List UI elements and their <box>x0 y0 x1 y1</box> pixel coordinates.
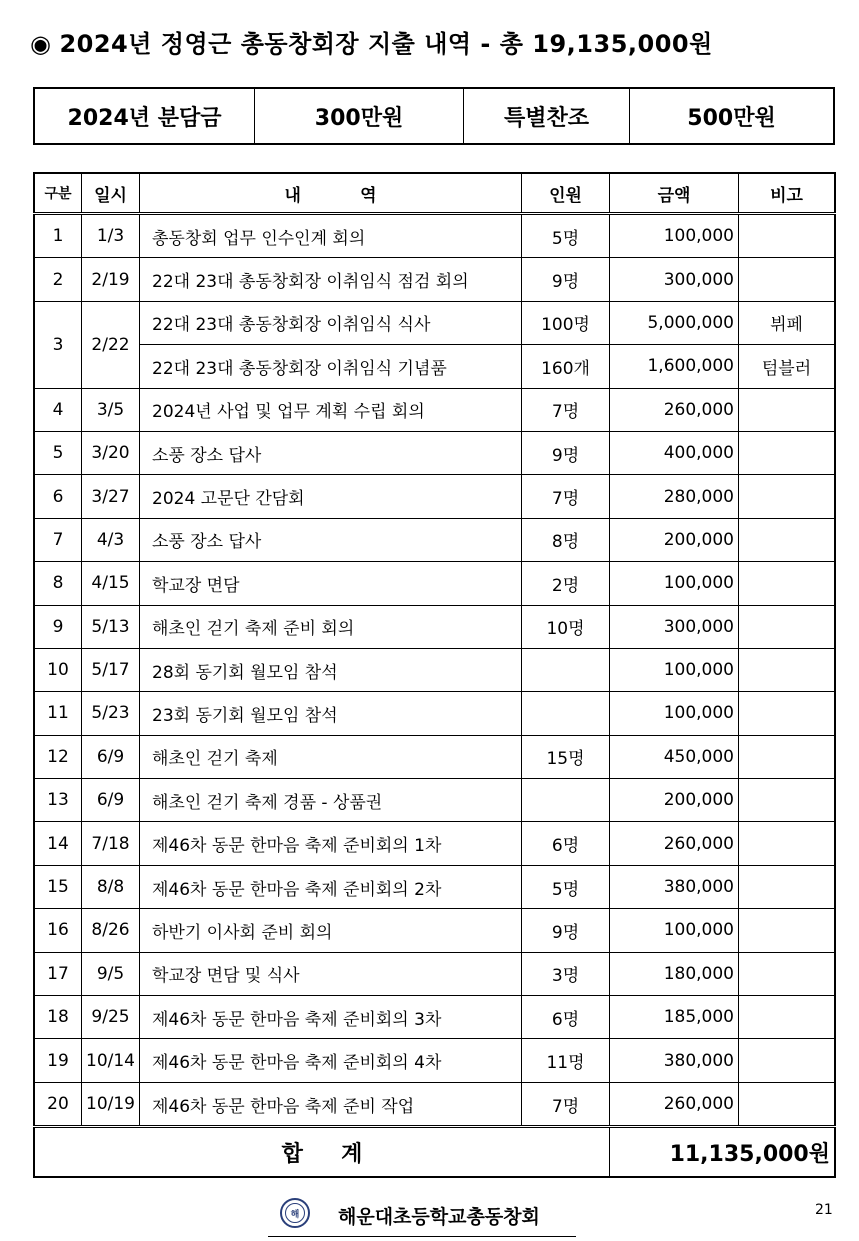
cell-note <box>739 648 836 691</box>
cell-date: 8/8 <box>82 865 140 908</box>
cell-no: 15 <box>34 865 82 908</box>
cell-desc: 해초인 걷기 축제 경품 - 상품권 <box>140 779 522 822</box>
cell-no: 18 <box>34 996 82 1039</box>
page-title <box>30 24 713 59</box>
table-row <box>34 518 835 561</box>
cell-note <box>739 865 836 908</box>
table-row <box>34 301 835 344</box>
cell-note <box>739 518 836 561</box>
cell-amount: 380,000 <box>610 865 739 908</box>
summary-label-contribution: 2024년 분담금 <box>34 88 255 144</box>
table-row <box>34 865 835 908</box>
cell-no: 11 <box>34 692 82 735</box>
summary-label-special: 특별찬조 <box>464 88 630 144</box>
table-row <box>34 952 835 995</box>
cell-note <box>739 258 836 301</box>
cell-desc: 23회 동기회 월모임 참석 <box>140 692 522 735</box>
table-row <box>34 822 835 865</box>
cell-note <box>739 692 836 735</box>
cell-date: 6/9 <box>82 779 140 822</box>
table-row <box>34 648 835 691</box>
cell-amount: 5,000,000 <box>610 301 739 344</box>
cell-people: 9명 <box>522 258 610 301</box>
cell-people: 9명 <box>522 909 610 952</box>
logo-mark: 해 <box>285 1203 305 1223</box>
cell-desc: 22대 23대 총동창회장 이취임식 식사 <box>140 301 522 344</box>
cell-note <box>739 562 836 605</box>
cell-desc: 제46차 동문 한마음 축제 준비 작업 <box>140 1082 522 1126</box>
summary-value-contribution: 300만원 <box>255 88 464 144</box>
cell-no: 16 <box>34 909 82 952</box>
table-row <box>34 996 835 1039</box>
cell-no: 7 <box>34 518 82 561</box>
header-no: 구분 <box>34 173 82 214</box>
table-row <box>34 1082 835 1126</box>
header-desc: 내 역 <box>140 173 522 214</box>
cell-people <box>522 692 610 735</box>
table-row <box>34 214 835 258</box>
cell-date: 1/3 <box>82 214 140 258</box>
cell-amount: 100,000 <box>610 909 739 952</box>
cell-no: 4 <box>34 388 82 431</box>
cell-people: 3명 <box>522 952 610 995</box>
header-note: 비고 <box>739 173 836 214</box>
cell-amount: 380,000 <box>610 1039 739 1082</box>
cell-desc: 해초인 걷기 축제 준비 회의 <box>140 605 522 648</box>
table-row <box>34 258 835 301</box>
table-row <box>34 431 835 474</box>
cell-desc: 하반기 이사회 준비 회의 <box>140 909 522 952</box>
cell-desc: 28회 동기회 월모임 참석 <box>140 648 522 691</box>
cell-people: 7명 <box>522 475 610 518</box>
bullet-icon: ◉ <box>30 30 52 58</box>
cell-no: 17 <box>34 952 82 995</box>
cell-no: 1 <box>34 214 82 258</box>
cell-desc: 학교장 면담 및 식사 <box>140 952 522 995</box>
cell-amount: 450,000 <box>610 735 739 778</box>
table-row <box>34 909 835 952</box>
cell-date: 9/25 <box>82 996 140 1039</box>
header-date: 일시 <box>82 173 140 214</box>
cell-amount: 400,000 <box>610 431 739 474</box>
cell-note <box>739 1039 836 1082</box>
cell-amount: 200,000 <box>610 779 739 822</box>
cell-date: 10/19 <box>82 1082 140 1126</box>
cell-note <box>739 605 836 648</box>
cell-people: 7명 <box>522 388 610 431</box>
cell-amount: 200,000 <box>610 518 739 561</box>
cell-date: 3/27 <box>82 475 140 518</box>
cell-people <box>522 648 610 691</box>
cell-no: 20 <box>34 1082 82 1126</box>
footer <box>268 1196 576 1237</box>
cell-people: 10명 <box>522 605 610 648</box>
page-number: 21 <box>815 1202 833 1218</box>
cell-people: 11명 <box>522 1039 610 1082</box>
cell-note <box>739 996 836 1039</box>
cell-desc: 2024 고문단 간담회 <box>140 475 522 518</box>
cell-no: 9 <box>34 605 82 648</box>
cell-no: 3 <box>34 301 82 388</box>
cell-date: 5/17 <box>82 648 140 691</box>
page-title-text: 2024년 정영근 총동창회장 지출 내역 - 총 19,135,000원 <box>59 30 713 58</box>
cell-desc: 22대 23대 총동창회장 이취임식 점검 회의 <box>140 258 522 301</box>
table-row <box>34 779 835 822</box>
cell-desc: 제46차 동문 한마음 축제 준비회의 1차 <box>140 822 522 865</box>
table-row <box>34 735 835 778</box>
cell-people: 160개 <box>522 345 610 388</box>
cell-note <box>739 952 836 995</box>
cell-people: 9명 <box>522 431 610 474</box>
cell-people: 6명 <box>522 822 610 865</box>
cell-date: 9/5 <box>82 952 140 995</box>
table-row <box>34 345 835 388</box>
cell-date: 3/5 <box>82 388 140 431</box>
cell-people: 5명 <box>522 865 610 908</box>
table-row <box>34 605 835 648</box>
total-label: 합 계 <box>34 1127 610 1178</box>
header-people: 인원 <box>522 173 610 214</box>
cell-amount: 280,000 <box>610 475 739 518</box>
cell-date: 2/22 <box>82 301 140 388</box>
table-row <box>34 562 835 605</box>
cell-note <box>739 431 836 474</box>
cell-date: 3/20 <box>82 431 140 474</box>
cell-amount: 100,000 <box>610 562 739 605</box>
cell-no: 12 <box>34 735 82 778</box>
cell-note <box>739 822 836 865</box>
summary-table <box>33 87 835 145</box>
cell-amount: 260,000 <box>610 822 739 865</box>
organization-name: 해운대초등학교총동창회 <box>338 1206 540 1228</box>
cell-people: 7명 <box>522 1082 610 1126</box>
cell-amount: 260,000 <box>610 1082 739 1126</box>
cell-amount: 1,600,000 <box>610 345 739 388</box>
cell-no: 19 <box>34 1039 82 1082</box>
table-row <box>34 1039 835 1082</box>
cell-desc: 22대 23대 총동창회장 이취임식 기념품 <box>140 345 522 388</box>
cell-desc: 소풍 장소 답사 <box>140 518 522 561</box>
cell-people <box>522 779 610 822</box>
cell-date: 8/26 <box>82 909 140 952</box>
school-logo-icon <box>280 1198 310 1228</box>
cell-amount: 180,000 <box>610 952 739 995</box>
cell-date: 10/14 <box>82 1039 140 1082</box>
cell-note: 뷔페 <box>739 301 836 344</box>
cell-note <box>739 388 836 431</box>
cell-date: 2/19 <box>82 258 140 301</box>
expense-table <box>33 172 836 1178</box>
total-row <box>34 1127 835 1178</box>
cell-no: 14 <box>34 822 82 865</box>
table-header-row <box>34 173 835 214</box>
cell-amount: 100,000 <box>610 214 739 258</box>
cell-amount: 260,000 <box>610 388 739 431</box>
cell-desc: 해초인 걷기 축제 <box>140 735 522 778</box>
cell-date: 4/3 <box>82 518 140 561</box>
cell-no: 6 <box>34 475 82 518</box>
cell-no: 10 <box>34 648 82 691</box>
cell-desc: 총동창회 업무 인수인계 회의 <box>140 214 522 258</box>
cell-note <box>739 214 836 258</box>
cell-note <box>739 779 836 822</box>
cell-desc: 학교장 면담 <box>140 562 522 605</box>
cell-date: 6/9 <box>82 735 140 778</box>
cell-no: 2 <box>34 258 82 301</box>
cell-date: 7/18 <box>82 822 140 865</box>
cell-note <box>739 1082 836 1126</box>
cell-amount: 100,000 <box>610 648 739 691</box>
cell-people: 2명 <box>522 562 610 605</box>
cell-no: 8 <box>34 562 82 605</box>
table-row <box>34 692 835 735</box>
cell-amount: 185,000 <box>610 996 739 1039</box>
cell-amount: 300,000 <box>610 258 739 301</box>
cell-people: 8명 <box>522 518 610 561</box>
cell-no: 5 <box>34 431 82 474</box>
table-row <box>34 388 835 431</box>
cell-note <box>739 735 836 778</box>
cell-amount: 100,000 <box>610 692 739 735</box>
cell-desc: 제46차 동문 한마음 축제 준비회의 2차 <box>140 865 522 908</box>
cell-note <box>739 475 836 518</box>
cell-date: 5/13 <box>82 605 140 648</box>
total-value: 11,135,000원 <box>610 1127 836 1178</box>
cell-desc: 2024년 사업 및 업무 계획 수립 회의 <box>140 388 522 431</box>
cell-people: 15명 <box>522 735 610 778</box>
summary-value-special: 500만원 <box>630 88 835 144</box>
cell-people: 5명 <box>522 214 610 258</box>
cell-desc: 제46차 동문 한마음 축제 준비회의 4차 <box>140 1039 522 1082</box>
cell-date: 5/23 <box>82 692 140 735</box>
cell-note: 텀블러 <box>739 345 836 388</box>
header-amount: 금액 <box>610 173 739 214</box>
cell-date: 4/15 <box>82 562 140 605</box>
cell-note <box>739 909 836 952</box>
table-row <box>34 475 835 518</box>
cell-people: 100명 <box>522 301 610 344</box>
cell-desc: 제46차 동문 한마음 축제 준비회의 3차 <box>140 996 522 1039</box>
cell-desc: 소풍 장소 답사 <box>140 431 522 474</box>
cell-amount: 300,000 <box>610 605 739 648</box>
cell-no: 13 <box>34 779 82 822</box>
cell-people: 6명 <box>522 996 610 1039</box>
